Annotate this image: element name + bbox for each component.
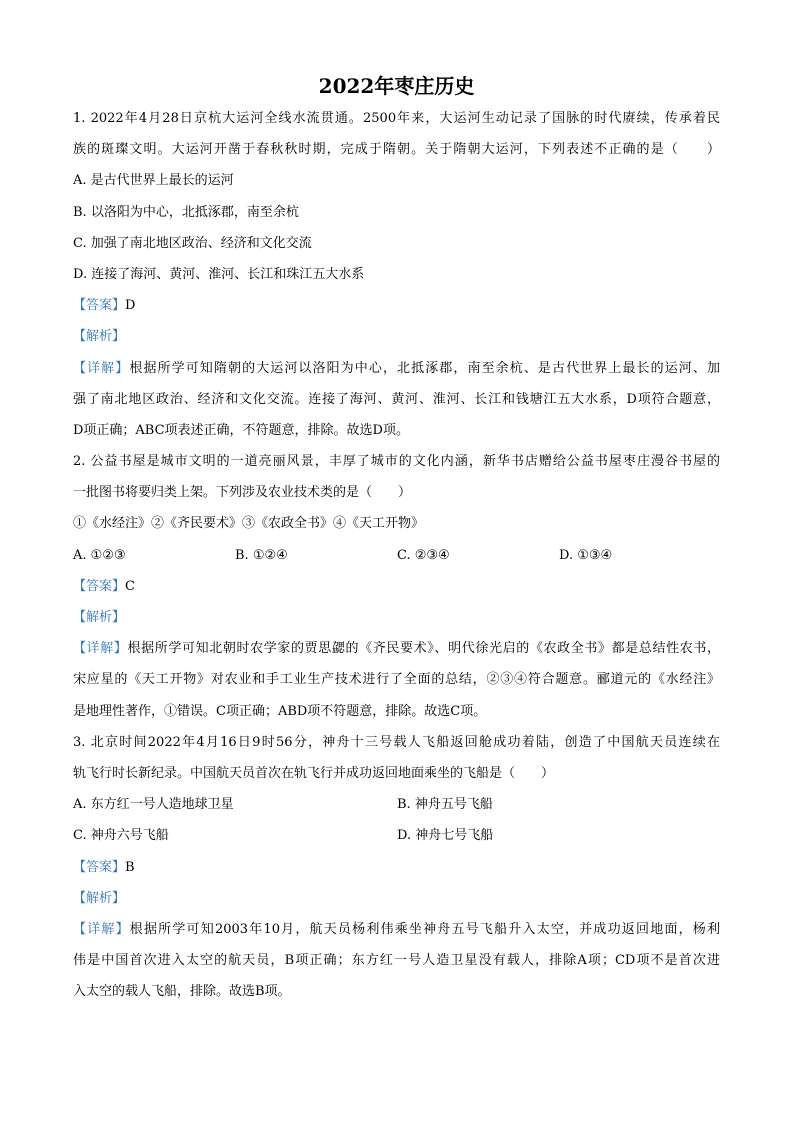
question-2-options — [73, 540, 720, 571]
detail-text: 根据所学可知北朝时农学家的贾思勰的《齐民要术》、明代徐光启的《农政全书》都是总结性农书， — [127, 641, 720, 657]
detail-label: 【详解】 — [73, 921, 130, 937]
question-3-stem-line-2: 轨飞行时长新纪录。中国航天员首次在轨飞行并成功返回地面乘坐的飞船是（ ） — [73, 765, 555, 781]
question-1-detail-line-3: D项正确；ABC项表述正确，不符题意，排除。故选D项。 — [73, 422, 409, 438]
analysis-label: 【解析】 — [73, 610, 126, 625]
question-2-detail-line-2: 宋应星的《天工开物》对农业和手工业生产技术进行了全面的总结，②③④符合题意。郦道元的《水经注》 — [73, 672, 720, 688]
question-1-detail-line-2: 强了南北地区政治、经济和文化交流。连接了海河、黄河、淮河、长江和钱塘江五大水系，D项符合题意， — [73, 391, 720, 407]
question-2-answer — [73, 571, 720, 602]
question-1-option-c: C. 加强了南北地区政治、经济和文化交流 — [73, 235, 312, 251]
question-2-stem-line-3: ①《水经注》②《齐民要术》③《农政全书》④《天工开物》 — [73, 516, 425, 532]
question-3-option-c: C. 神舟六号飞船 — [73, 828, 169, 844]
question-2-stem-line-2: 一批图书将要归类上架。下列涉及农业技术类的是（ ） — [73, 485, 412, 501]
answer-value: B — [125, 859, 135, 875]
question-3-detail-line-1 — [73, 914, 720, 945]
page-title: 2022年枣庄历史 — [318, 74, 475, 98]
question-3-answer — [73, 852, 720, 883]
question-2-detail-line-1 — [73, 633, 720, 664]
question-3-detail-line-2: 伟是中国首次进入太空的航天员，B项正确；东方红一号人造卫星没有载人，排除A项；CD项不是首次进 — [73, 953, 720, 969]
question-2-option-c: C. ②③④ — [397, 547, 450, 563]
answer-value: C — [125, 578, 135, 594]
question-1-option-d: D. 连接了海河、黄河、淮河、长江和珠江五大水系 — [73, 266, 365, 282]
question-2-analysis — [73, 602, 720, 633]
analysis-label: 【解析】 — [73, 329, 126, 345]
detail-label: 【详解】 — [73, 360, 130, 376]
question-3-analysis — [73, 883, 720, 914]
question-1-analysis — [73, 321, 720, 352]
question-1-answer — [73, 290, 720, 321]
question-2-option-b: B. ①②④ — [235, 547, 288, 563]
answer-label: 【答案】 — [73, 578, 126, 594]
detail-text: 根据所学可知2003年10月，航天员杨利伟乘坐神舟五号飞船升入太空，并成功返回地面，杨利 — [129, 921, 720, 937]
question-3-option-d: D. 神舟七号飞船 — [397, 828, 494, 844]
question-1-option-b: B. 以洛阳为中心，北抵涿郡，南至余杭 — [73, 204, 299, 220]
question-3-detail-line-3: 入太空的载人飞船，排除。故选B项。 — [73, 984, 291, 1000]
question-3-option-b: B. 神舟五号飞船 — [397, 797, 493, 813]
question-2-detail-line-3: 是地理性著作，①错误。C项正确；ABD项不符题意，排除。故选C项。 — [73, 703, 487, 719]
question-2-option-a: A. ①②③ — [73, 547, 126, 563]
question-3-stem-line-1: 3. 北京时间2022年4月16日9时56分，神舟十三号载人飞船返回舱成功着陆，创造了中国航天员连续在 — [73, 734, 720, 750]
question-1-option-a: A. 是古代世界上最长的运河 — [73, 173, 234, 189]
question-2-option-d: D. ①③④ — [559, 547, 613, 563]
answer-label: 【答案】 — [73, 298, 126, 314]
detail-text: 根据所学可知隋朝的大运河以洛阳为中心，北抵涿郡，南至余杭、是古代世界上最长的运河、加 — [129, 360, 720, 376]
question-3-options-row-2 — [73, 820, 720, 851]
question-2-stem-line-1: 2. 公益书屋是城市文明的一道亮丽风景，丰厚了城市的文化内涵，新华书店赠给公益书屋枣庄漫谷书屋的 — [73, 454, 720, 470]
answer-value: D — [125, 298, 136, 314]
question-3-option-a: A. 东方红一号人造地球卫星 — [73, 797, 234, 813]
question-1-stem-line-2: 族的斑璨文明。大运河开凿于春秋秋时期，完成于隋朝。关于隋朝大运河，下列表述不正确的是（ ） — [73, 142, 720, 158]
question-1-stem-line-1: 1. 2022年4月28日京杭大运河全线水流贯通。2500年来，大运河生动记录了国脉的时代赓续，传承着民 — [73, 111, 720, 126]
answer-label: 【答案】 — [73, 859, 126, 875]
question-1-detail-line-1 — [73, 353, 720, 384]
question-3-options-row-1 — [73, 789, 720, 820]
analysis-label: 【解析】 — [73, 890, 126, 906]
detail-label: 【详解】 — [73, 641, 128, 657]
question-list — [73, 103, 720, 1007]
